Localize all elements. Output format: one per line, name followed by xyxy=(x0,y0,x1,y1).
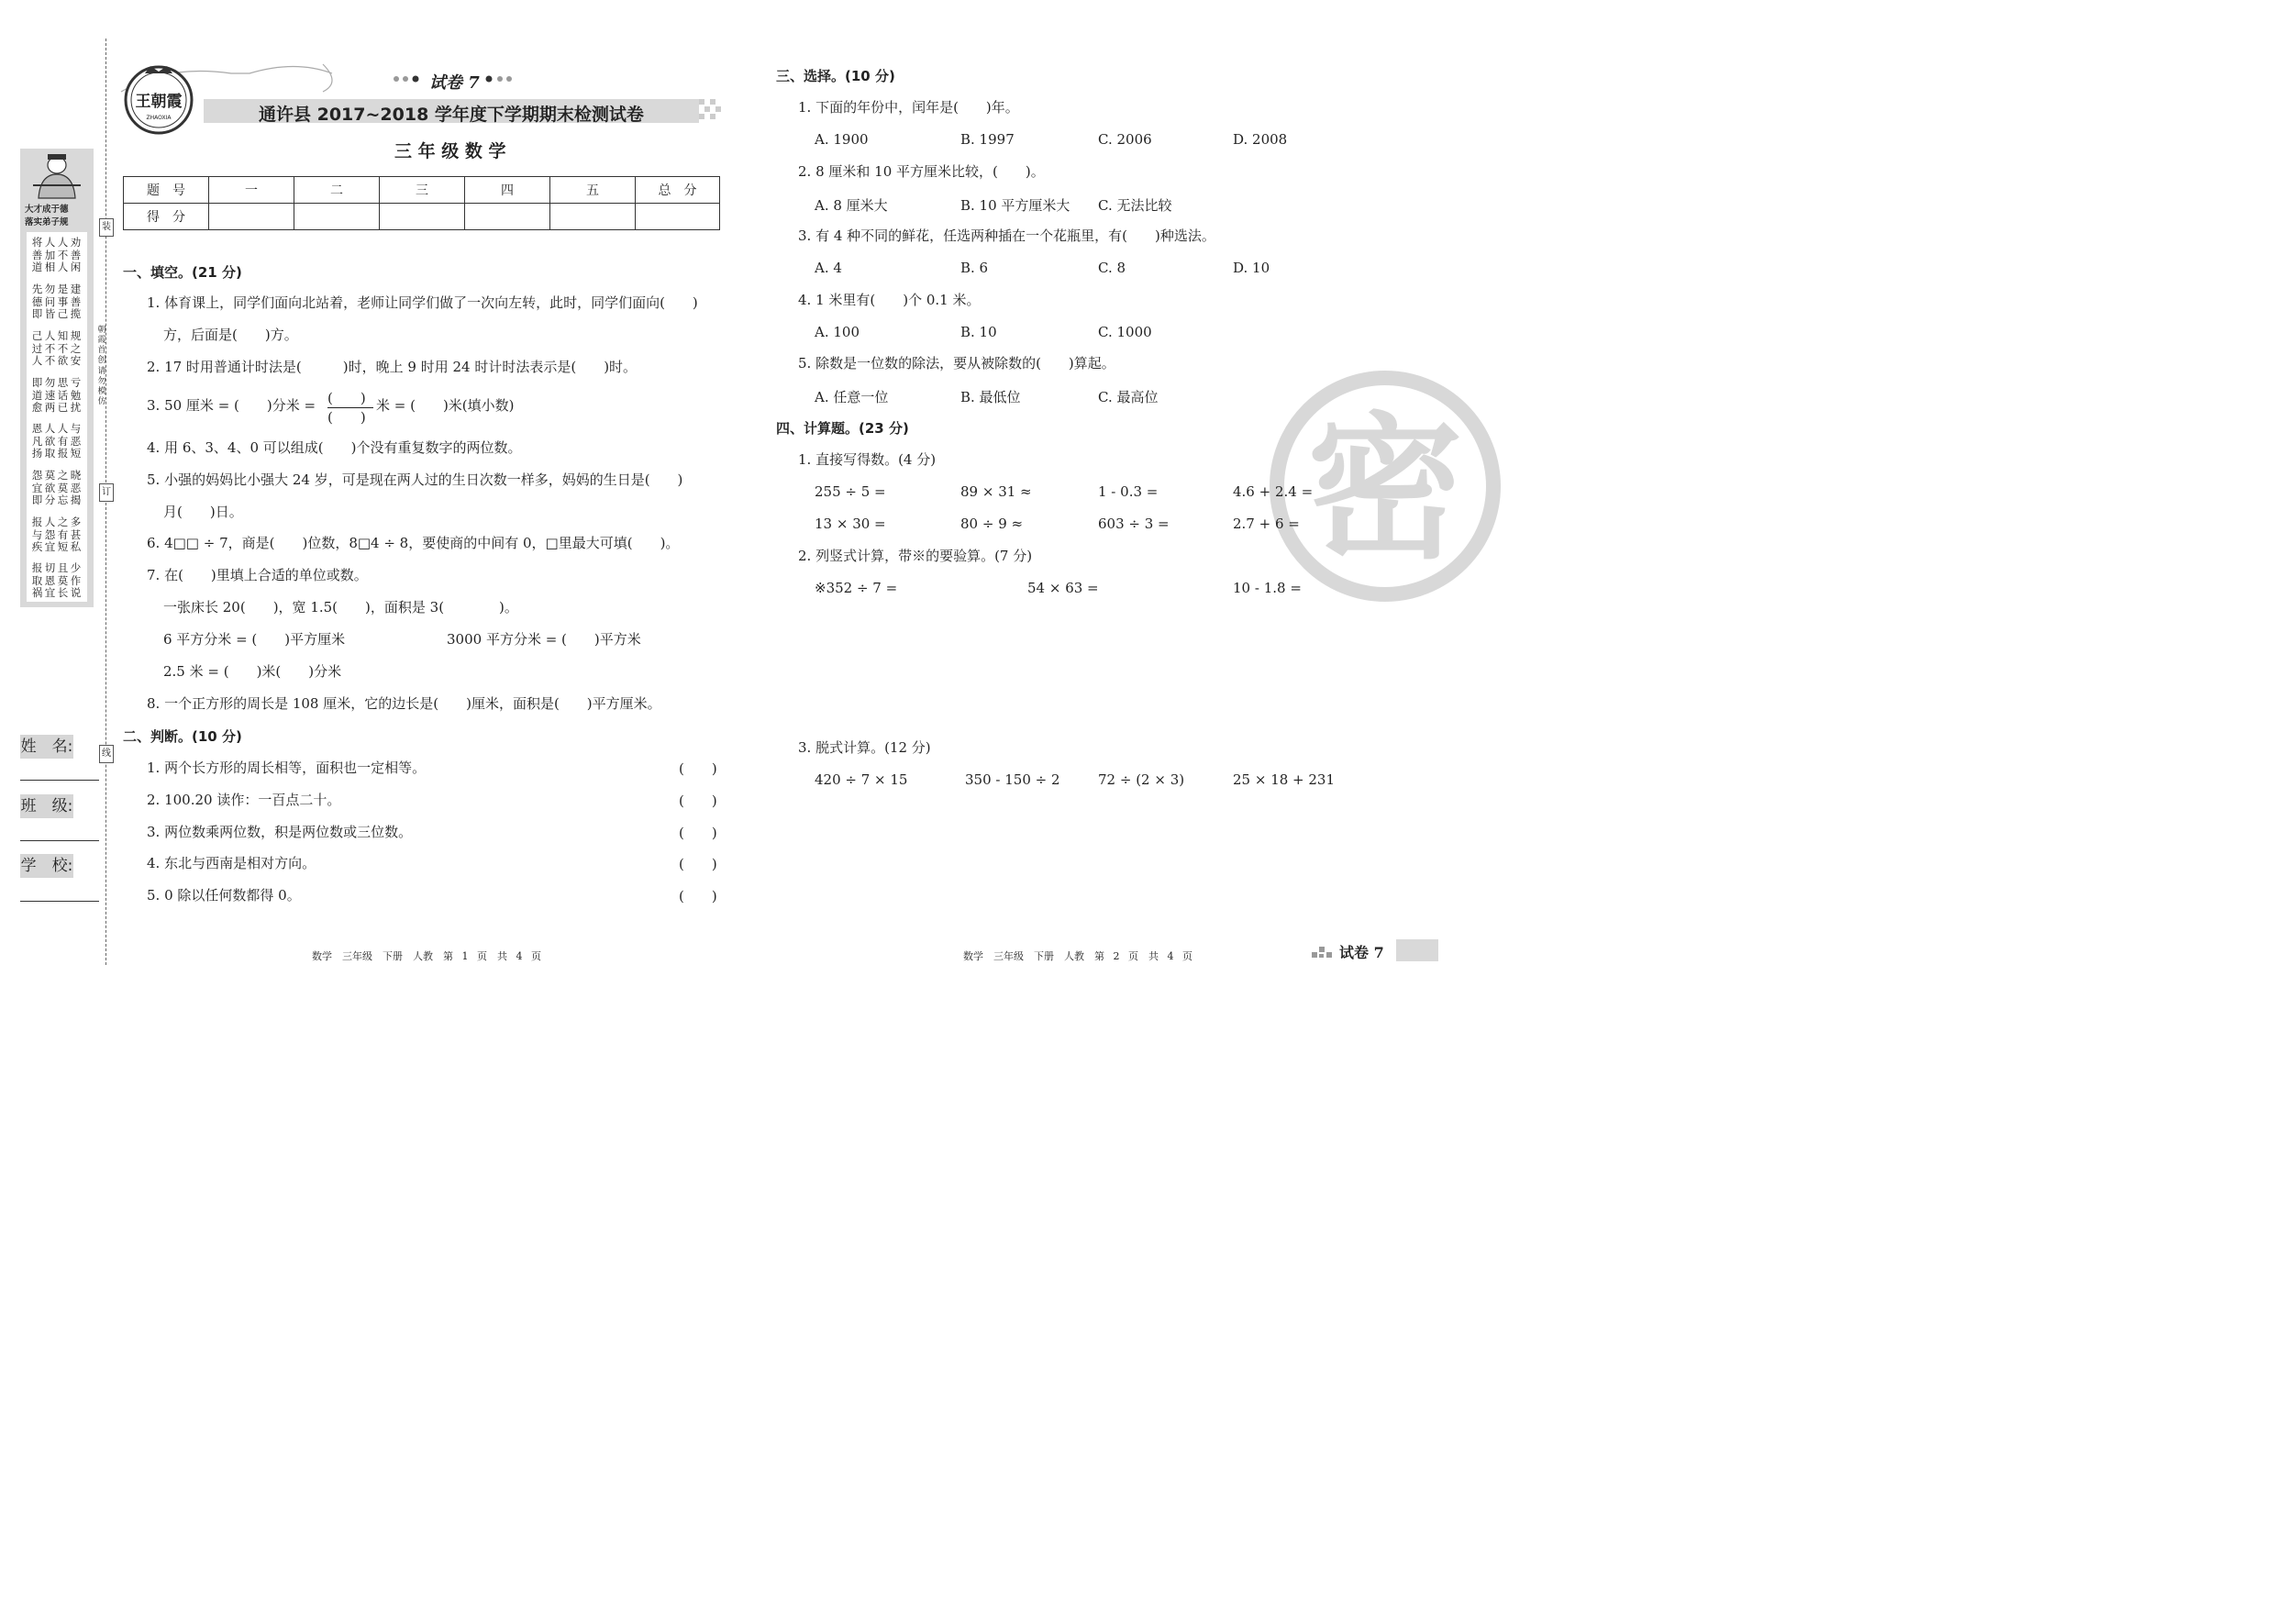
stars-left-icon xyxy=(393,73,426,84)
section-2-title: 二、判断。(10 分) xyxy=(123,728,242,745)
choice-option[interactable]: B. 10 平方厘米大 xyxy=(960,197,1070,214)
fill-question-3: 3. 50 厘米 = ( )分米 = xyxy=(147,397,316,414)
school-label: 学 校: xyxy=(20,854,73,878)
motto-line-2: 落实弟子规 xyxy=(25,217,69,227)
svg-text:ZHAOXIA: ZHAOXIA xyxy=(146,115,172,121)
fill-question-7a: 一张床长 20( )，宽 1.5( )，面积是 3( )。 xyxy=(163,599,518,616)
choice-option[interactable]: D. 2008 xyxy=(1233,131,1288,148)
fill-question-5-cont: 月( )日。 xyxy=(163,504,243,520)
choice-question-4: 4. 1 米里有( )个 0.1 米。 xyxy=(798,292,981,308)
svg-text:密: 密 xyxy=(1306,399,1464,581)
choice-option[interactable]: B. 10 xyxy=(960,324,997,340)
judge-answer-1[interactable]: ( ) xyxy=(679,760,717,777)
judge-item-4: 4. 东北与西南是相对方向。 xyxy=(147,855,316,871)
score-header-cell: 四 xyxy=(465,177,550,204)
judge-item-1: 1. 两个长方形的周长相等，面积也一定相等。 xyxy=(147,760,427,776)
section-3-title: 三、选择。(10 分) xyxy=(776,68,895,84)
choice-option[interactable]: C. 8 xyxy=(1098,260,1126,276)
score-row-label: 得 分 xyxy=(124,204,209,230)
step-calc-item: 25 × 18 + 231 xyxy=(1233,771,1336,788)
sidebar-motto-column: 恩凡扬 xyxy=(31,422,43,460)
fill-question-2: 2. 17 时用普通计时法是( )时，晚上 9 时用 24 时计时法表示是( )时。 xyxy=(147,359,638,375)
score-header-cell: 题 号 xyxy=(124,177,209,204)
step-calc-item: 72 ÷ (2 × 3) xyxy=(1098,771,1185,788)
sidebar-motto-column: 之莫忘 xyxy=(57,469,69,506)
choice-option[interactable]: A. 4 xyxy=(815,260,842,276)
sidebar-motto-column: 之有短 xyxy=(57,516,69,553)
choice-option[interactable]: C. 无法比较 xyxy=(1098,197,1172,214)
sidebar-motto-column: 人不不 xyxy=(44,329,56,367)
sidebar-motto-column: 莫欲分 xyxy=(44,469,56,506)
judge-answer-2[interactable]: ( ) xyxy=(679,793,717,809)
calc-item: 89 × 31 ≈ xyxy=(960,483,1032,500)
sidebar-motto-column: 人怨宜 xyxy=(44,516,56,553)
score-cell[interactable] xyxy=(209,204,294,230)
sidebar-motto-column: 先德即 xyxy=(31,283,43,320)
score-header-cell: 总 分 xyxy=(636,177,720,204)
choice-option[interactable]: D. 10 xyxy=(1233,260,1270,276)
school-field[interactable] xyxy=(20,901,99,902)
corner-paper-tab: 试卷 7 xyxy=(1339,944,1384,961)
sidebar-motto-column: 且莫长 xyxy=(57,561,69,599)
fill-question-8: 8. 一个正方形的周长是 108 厘米，它的边长是( )厘米，面积是( )平方厘米。 xyxy=(147,695,661,712)
judge-item-2: 2. 100.20 读作：一百点二十。 xyxy=(147,792,341,808)
score-cell[interactable] xyxy=(380,204,465,230)
calc-item: 4.6 + 2.4 = xyxy=(1233,483,1314,500)
sidebar-motto-column: 将善道 xyxy=(31,236,43,273)
exam-title: 通许县 2017~2018 学年度下学期期末检测试卷 xyxy=(259,105,644,125)
svg-text:王朝霞: 王朝霞 xyxy=(135,93,183,111)
sidebar-motto-column: 报与疾 xyxy=(31,516,43,553)
calc-item: 80 ÷ 9 ≈ xyxy=(960,516,1024,532)
sidebar-motto-column: 思话已 xyxy=(57,376,69,414)
sidebar-motto-column: 少作说 xyxy=(70,561,82,599)
footer-page-1: 数学 三年级 下册 人教 第 1 页 共 4 页 xyxy=(312,950,541,962)
sidebar-motto-column: 人有报 xyxy=(57,422,69,460)
judge-answer-3[interactable]: ( ) xyxy=(679,825,717,841)
sidebar-motto-column: 亏勉扰 xyxy=(70,376,82,414)
section-4-title: 四、计算题。(23 分) xyxy=(776,420,909,437)
class-label: 班 级: xyxy=(20,794,73,818)
corner-tab-band xyxy=(1396,939,1438,961)
sidebar-motto-column: 多甚私 xyxy=(70,516,82,553)
score-cell[interactable] xyxy=(294,204,380,230)
sidebar-motto-column: 建善揽 xyxy=(70,283,82,320)
sidebar-motto-column: 勿问皆 xyxy=(44,283,56,320)
score-header-cell: 二 xyxy=(294,177,380,204)
choice-question-1: 1. 下面的年份中，闰年是( )年。 xyxy=(798,99,1019,116)
choice-option[interactable]: B. 1997 xyxy=(960,131,1015,148)
choice-option[interactable]: A. 1900 xyxy=(815,131,869,148)
calc-part-3-label: 3. 脱式计算。(12 分) xyxy=(798,739,931,756)
sidebar-motto-column: 知不欲 xyxy=(57,329,69,367)
calc-part-1-label: 1. 直接写得数。(4 分) xyxy=(798,451,937,468)
calc-item: 1 - 0.3 = xyxy=(1098,483,1159,500)
scholar-figure-icon xyxy=(28,152,86,200)
score-cell[interactable] xyxy=(465,204,550,230)
choice-option[interactable]: B. 6 xyxy=(960,260,989,276)
seal-char-2: 订 xyxy=(99,483,114,502)
sidebar-motto-column: 人欲取 xyxy=(44,422,56,460)
step-calc-item: 350 - 150 ÷ 2 xyxy=(965,771,1060,788)
choice-option[interactable]: A. 100 xyxy=(815,324,860,340)
fraction-denominator: ( ) xyxy=(327,409,366,426)
judge-answer-5[interactable]: ( ) xyxy=(679,888,717,904)
fraction-numerator: ( ) xyxy=(327,390,366,406)
stars-right-icon xyxy=(483,73,516,84)
vertical-calc-item: 54 × 63 = xyxy=(1027,580,1099,596)
score-value-row xyxy=(124,204,720,230)
name-label: 姓 名: xyxy=(20,735,73,759)
choice-option[interactable]: A. 8 厘米大 xyxy=(815,197,888,214)
fill-question-4: 4. 用 6、3、4、0 可以组成( )个没有重复数字的两位数。 xyxy=(147,439,522,456)
sidebar-motto-column: 勿速两 xyxy=(44,376,56,414)
judge-item-5: 5. 0 除以任何数都得 0。 xyxy=(147,887,301,904)
fill-question-7b: 6 平方分米 = ( )平方厘米 xyxy=(163,631,346,648)
motto-line-1: 大才成于德 xyxy=(25,205,69,215)
footer-page-2: 数学 三年级 下册 人教 第 2 页 共 4 页 xyxy=(963,950,1192,962)
sidebar-motto-column: 即道愈 xyxy=(31,376,43,414)
choice-question-5: 5. 除数是一位数的除法，要从被除数的( )算起。 xyxy=(798,355,1115,372)
step-calc-item: 420 ÷ 7 × 15 xyxy=(815,771,908,788)
fill-question-7: 7. 在( )里填上合适的单位或数。 xyxy=(147,567,368,583)
fill-question-5: 5. 小强的妈妈比小强大 24 岁，可是现在两人过的生日次数一样多，妈妈的生日是( ) xyxy=(147,471,683,488)
vertical-calc-item: ※352 ÷ 7 = xyxy=(815,580,898,596)
score-header-cell: 一 xyxy=(209,177,294,204)
judge-answer-4[interactable]: ( ) xyxy=(679,856,717,872)
binding-line xyxy=(105,39,106,965)
sidebar-motto-column: 人不人 xyxy=(57,236,69,273)
brand-seal-logo xyxy=(123,64,194,136)
sidebar-motto-column: 己过人 xyxy=(31,329,43,367)
sidebar-motto-column: 规之安 xyxy=(70,329,82,367)
side-note-1: 朝霞首创 xyxy=(97,326,106,365)
calc-item: 255 ÷ 5 = xyxy=(815,483,886,500)
corner-pattern-icon xyxy=(1312,941,1337,959)
vertical-calc-item: 10 - 1.8 = xyxy=(1233,580,1302,596)
section-1-title: 一、填空。(21 分) xyxy=(123,264,242,281)
score-cell[interactable] xyxy=(550,204,636,230)
sidebar-motto-column: 劝善闲 xyxy=(70,236,82,273)
fill-question-1: 1. 体育课上，同学们面向北站着，老师让同学们做了一次向左转，此时，同学们面向( ) xyxy=(147,294,698,311)
calc-item: 13 × 30 = xyxy=(815,516,886,532)
side-note-2: 请勿模仿 xyxy=(97,367,106,406)
sidebar-motto-column: 与恶短 xyxy=(70,422,82,460)
choice-option[interactable]: C. 最高位 xyxy=(1098,389,1159,405)
choice-option[interactable]: B. 最低位 xyxy=(960,389,1021,405)
seal-char-1: 装 xyxy=(99,218,114,237)
fill-question-7c: 3000 平方分米 = ( )平方米 xyxy=(447,631,641,648)
sidebar-motto-column: 是事己 xyxy=(57,283,69,320)
fill-question-1-cont: 方，后面是( )方。 xyxy=(163,327,298,343)
choice-option[interactable]: A. 任意一位 xyxy=(815,389,889,405)
judge-item-3: 3. 两位数乘两位数，积是两位数或三位数。 xyxy=(147,824,413,840)
name-field[interactable] xyxy=(20,780,99,781)
sidebar-motto-column: 人加相 xyxy=(44,236,56,273)
sidebar-motto-column: 切恩宜 xyxy=(44,561,56,599)
fill-question-7d: 2.5 米 = ( )米( )分米 xyxy=(163,663,342,680)
score-header-cell: 三 xyxy=(380,177,465,204)
calc-item: 603 ÷ 3 = xyxy=(1098,516,1170,532)
choice-option[interactable]: C. 2006 xyxy=(1098,131,1152,148)
sidebar-motto-column: 怨宜即 xyxy=(31,469,43,506)
class-field[interactable] xyxy=(20,840,99,841)
sidebar-motto-column: 报取祸 xyxy=(31,561,43,599)
fill-question-3-cont: 米 = ( )米(填小数) xyxy=(376,397,515,414)
score-cell[interactable] xyxy=(636,204,720,230)
subject-title: 三 年 级 数 学 xyxy=(394,141,506,161)
calc-item: 2.7 + 6 = xyxy=(1233,516,1300,532)
paper-number: 试卷 7 xyxy=(429,73,480,93)
choice-option[interactable]: C. 1000 xyxy=(1098,324,1152,340)
choice-question-3: 3. 有 4 种不同的鲜花，任选两种插在一个花瓶里，有( )种选法。 xyxy=(798,227,1215,244)
score-table xyxy=(123,176,720,230)
calc-part-2-label: 2. 列竖式计算，带※的要验算。(7 分) xyxy=(798,548,1033,564)
seal-char-3: 线 xyxy=(99,745,114,763)
fill-question-6: 6. 4□□ ÷ 7，商是( )位数，8□4 ÷ 8，要使商的中间有 0，□里最大可填( )。 xyxy=(147,535,680,551)
score-header-row xyxy=(124,177,720,204)
choice-question-2: 2. 8 厘米和 10 平方厘米比较，( )。 xyxy=(798,163,1045,180)
sidebar-motto-column: 晓恶揭 xyxy=(70,469,82,506)
score-header-cell: 五 xyxy=(550,177,636,204)
